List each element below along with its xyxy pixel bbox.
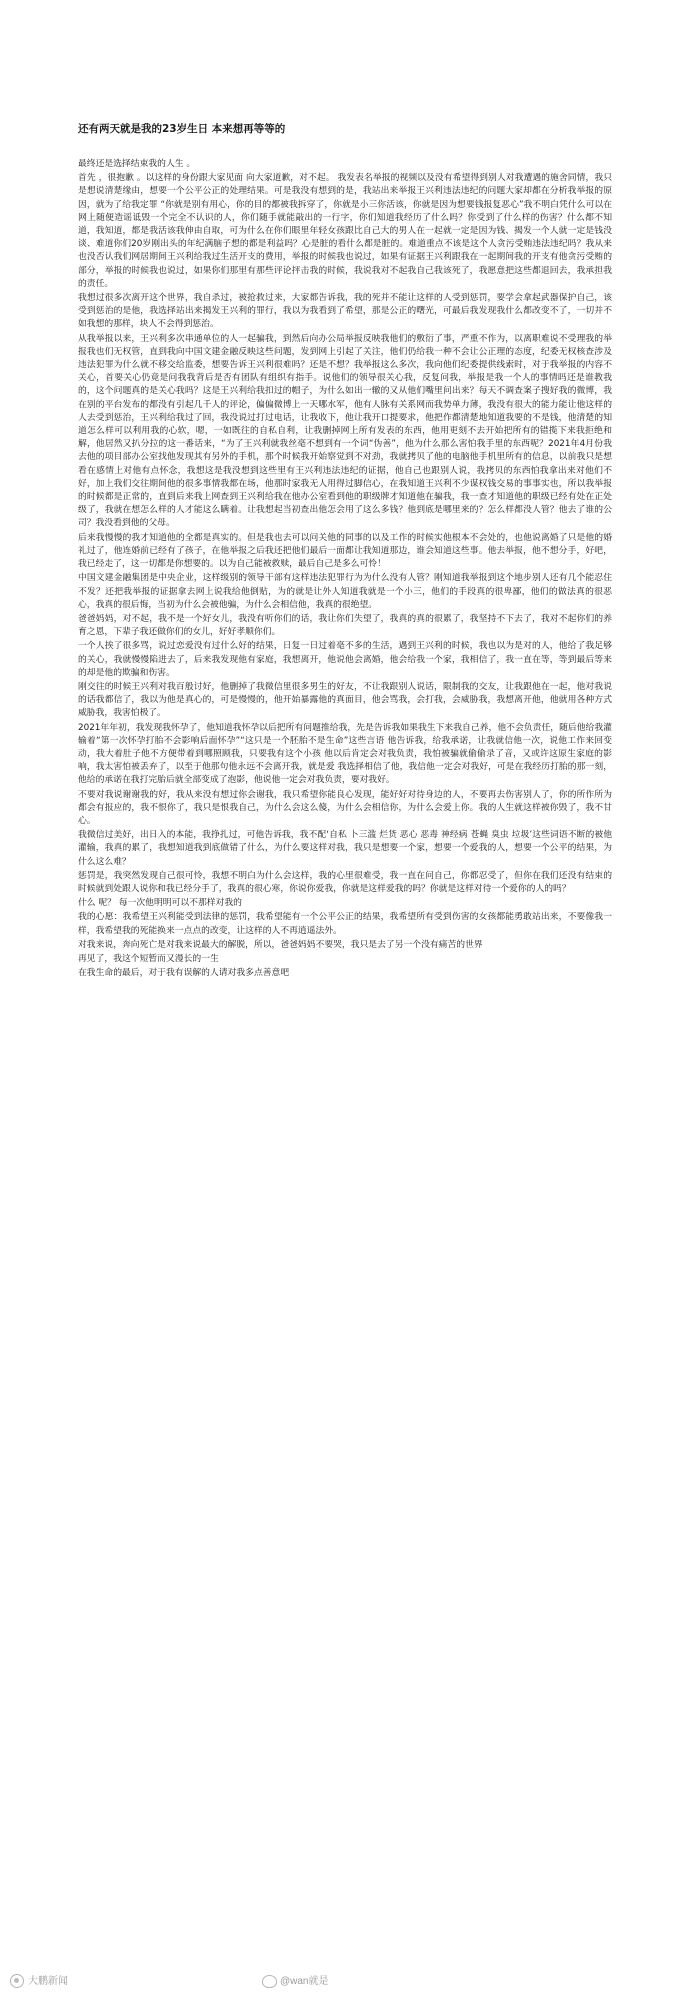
paragraph: 我的心愿：我希望王兴利能受到法律的惩罚，我希望能有一个公平公正的结果，我希望所有受到伤害的女孩都能勇敢站出来，不要像我一样，我希望我的死能换来一点点的改变，让这样的人不再逍遥法外。 <box>78 912 612 936</box>
paragraph: 我想过很多次离开这个世界，我自杀过，被抢救过来，大家都告诉我，我的死并不能让这样的人受到惩罚，要学会拿起武器保护自己，该受到惩治的是他，我选择站出来揭发王兴利的罪行，我以为我看到了希望，那是公正的曙光，可最后我发现我什么都改变不了，一切并不如我想的那样，块人不会得到惩治。 <box>78 293 612 330</box>
paragraph: 刚交往的时候王兴利对我百般讨好，他删掉了我微信里很多男生的好友，不让我跟别人说话，限制我的交友，让我跟他在一起，他对我说的话我都信了，我以为他是真心的，可是慢慢的，他开始暴露他的真面目，他会骂我，会打我，会威胁我，我想离开他，他就用各种方式威胁我，我害怕极了。 <box>78 681 612 719</box>
left-watermark <box>10 1972 68 1988</box>
right-watermark-text: @wan就是 <box>280 1976 329 1987</box>
paragraph: 2021年年初，我发现我怀孕了，他知道我怀孕以后把所有问题推给我，先是告诉我如果我生下来我自己养，他不会负责任，随后他给我灌输着“第一次怀孕打胎不会影响后面怀孕”“这只是一个胚胎不是生命”这些言语 他告诉我，给我承诺，让我就信他一次，说他工作来回变动，我大着肚子他不方便带着到哪照顾我，只要我有这个小孩 他以后肯定会对我负责，我怕被骗就偷偷录了音，又或许这原生家庭的影响，我太害怕被丢弃了，以至于他那句他永远不会离开我，就是爱 我选择相信了他，我信他一定会对我好，可是在我经历打胎的那一刻，他给的承诺在我打完胎后就全部变成了泡影，他说他一定会对我负责，要对我好。 <box>78 722 612 786</box>
paragraph: 后来我慢慢的我才知道他的全都是真实的。但是我也去可以问关他的同事的以及工作的时候实他根本不会处的，也他说离婚了只是他的婚礼过了，他连婚前已经有了孩子，在他举报之后我还把他们最后一面都让我知道那边，谁会知道这些事。他去举报，他不想分手，好吧，我已经走了，这一切都是你想要的。以为自己能被救赎，最后自己是多么可怜！ <box>78 532 612 570</box>
paragraph: 不要对我说谢谢我的好，我从来没有想过你会谢我，我只希望你能良心发现，能好好对待身边的人，不要再去伤害别人了，你的所作所为都会有报应的，我不恨你了，我只是恨我自己，为什么会这么傻，为什么会相信你，为什么会爱上你。我的人生就这样被你毁了，我不甘心。 <box>78 789 612 826</box>
paragraph: 再见了，我这个短暂而又漫长的一生 <box>78 953 219 964</box>
paragraph: 一个人挨了很多骂，说过恋爱没有过什么好的结果，日复一日过着毫不多的生活，遇到王兴利的时候，我也以为是对的人，他给了我足够的关心，我就慢慢陷进去了，后来我发现他有家庭，我想离开，他说他会离婚，他会给我一个家，我相信了，我一直在等，等到最后等来的却是他的欺骗和伤害。 <box>78 641 612 678</box>
news-logo-icon <box>10 1974 24 1988</box>
paragraph: 对我来说，奔向死亡是对我来说最大的解脱，所以，爸爸妈妈不要哭，我只是去了另一个没有痛苦的世界 <box>78 939 483 950</box>
weibo-logo-icon <box>262 1975 277 1988</box>
paragraph: 爸爸妈妈，对不起，我不是一个好女儿，我没有听你们的话，我让你们失望了，我真的真的很累了，我坚持不下去了，我对不起你们的养育之恩，下辈子我还做你们的女儿，好好孝顺你们。 <box>78 613 612 638</box>
paragraph: 什么 呢？ 每一次他明明可以不那样对我的 <box>78 898 242 909</box>
paragraph: 首先 ，很抱歉 。以这样的身份跟大家见面 向大家道歉，对不起。 我发表名举报的视频以及没有希望得到别人对我遭遇的施舍同情，我只是想说清楚缘由，想要一个公平公正的处理结果。可是我没有想到的是，我站出来举报王兴利违法违纪的问题大家却都在分析我举报的原因，就为了给我定罪 “你就是别有用心，你的目的都被我拆穿了，你就是小三你活该，你就是因为想要钱报复恶心”我不明白凭什么可以在网上随便造谣诋毁一个完全不认识的人，你们随手就能敲出的一行字，你们知道我经历了什么吗？你受到了什么样的伤害？什么都不知道，我知道，都是我活该我伸由自取，可为什么在你们眼里年轻女孩跟比自己大的男人在一起就一定是因为钱、揭发一个人就一定是钱没谈、难道你们20岁刚出头的年纪满脑子想的都是利益吗？心是脏的看什么都是脏的。难道重点不该是这个人贪污受贿违法违纪吗？我从来也没否认我们网居期间王兴利给我过生活开支的费用，举报的时候我也说过，如果有证据王兴利跟我在一起期间我的开支有他贪污受贿的部分，举报的时候我也说过，如果你们那里有那些评论抨击我的时候，我说我对不起我自己我该死了，我愿意把这些都退回去，我承担我的责任。 <box>78 173 612 289</box>
paragraph: 在我生命的最后，对于我有误解的人请对我多点善意吧 <box>78 968 290 979</box>
paragraph: 惩罚是，我突然发现自己很可怜，我想不明白为什么会这样，我的心里很难受，我一直在问自己，你都忍受了，但你在我们还没有结束的时候就到处跟人说你和我已经分手了，我真的很心寒，你说你爱我，你就是这样爱我的吗？你就是这样对待一个爱你的人的吗？ <box>78 870 612 894</box>
document-body <box>78 158 612 981</box>
right-watermark <box>262 1972 329 1988</box>
paragraph: 中国文建金融集团是中央企业，这样级别的领导干部有这样违法犯罪行为为什么没有人管？刚知道我举报到这个地步别人还有几个能忍住不发？还把我举报的证据拿去网上说我给他倒贴，为的就是让外人知道我就是一个小三，他们的手段真的很卑鄙，他们的做法真的很恶心，我真的很后悔，当初为什么会被他骗，为什么会相信他，我真的很绝望。 <box>78 573 612 610</box>
paragraph: 我微信过美好，出日入的本能，我挣扎过，可他告诉我，我不配‘自私 卜三滥 烂货 恶心 恶毒 神经病 苍蝇 臭虫 垃圾’这些词语不断的被他灌输，我真的累了，我想知道我到底做错了什么，为什么要这样对我，我只是想要一个家，想要一个爱我的人，想要一个公平的结果，为什么这么难？ <box>78 830 612 867</box>
left-watermark-text: 大鹏新闻 <box>28 1976 68 1987</box>
paragraph: 最终还是选择结束我的人生 。 <box>78 159 196 169</box>
document-page <box>78 0 612 2004</box>
paragraph: 从我举报以来，王兴利多次串通单位的人一起骗我，到然后向办公局举报反映我他们的敷衍了事，严重不作为，以离职难说不受理我的举报我也们无权管，直到我向中国文建金融反映这些问题，发到网上引起了关注，他们仍给我一种不会让公正理的态度，纪委无权核查涉及违法犯罪为什么就不移交给监委，想要告诉王兴利很难吗？还是不想？我举报这么多次，我向他们纪委提供线索时，对于我举报的内容不关心，首要关心仍竟是问我我背后是否有团队有组织有指手。说他们的领导很关心我，反复问我，举报是我一个人的事情吗还是谁教我的，这个问题真的是关心我吗？这是王兴利给我扣过的帽子，为什么如出一辙的又从他们嘴里问出来？每天不调查案子搜好我的微博，我在别的平台发布的都没有引起几千人的评论，偏偏微博上一天哪水军，他有人脉有关系网而我势单力薄，我没有很大的能力能让他这样的人去受到惩治，王兴利给我过了回，我没说过打过电话，让我收下，他让我开口提要求，他把作都清楚地知道我要的不是钱，他清楚的知道怎么样可以利用我的心软，嗯，一如既往的自私自利，让我删掉网上所有发表的东西，他用更刻不去开始把所有的错揽下来我拒绝和解，他居然又扒分拉的这一番话来，“为了王兴利就我丝毫不想到有一个词“伪善”，他为什么那么害怕我手里的东西呢？2021年4月份我去他的项目部办公室找他发现其有另外的手机，那个时候我开始察觉到不对劲，我就拷贝了他的电脑他手机里所有的信息，以前我只是想看在感情上对他有点怀念，我想这是我没想到这些里有王兴利违法违纪的证据，他自己也跟别人说，我拷贝的东西怕我拿出来对他们不好，加上我们交往期间他的很多事情我都在场，他那时家我无人用得过脚信心，在我知道王兴利不少谋权钱交易的事事实也，所以我举报的时候都是正常的，直到后来我上网查到王兴利给我在他办公室看到他的职级牌才知道他在骗我，我一查才知道他的职级已经有处在正处级了，我就在想怎么样的人才能这么瞒着。让我想起当初查出他怎会用了这么多钱？他到底是哪里来的？怎么样都没人管？他去了谁的公司？我没看到他的父母。 <box>78 333 612 529</box>
document-title: 还有两天就是我的23岁生日 本来想再等等的 <box>78 123 286 135</box>
